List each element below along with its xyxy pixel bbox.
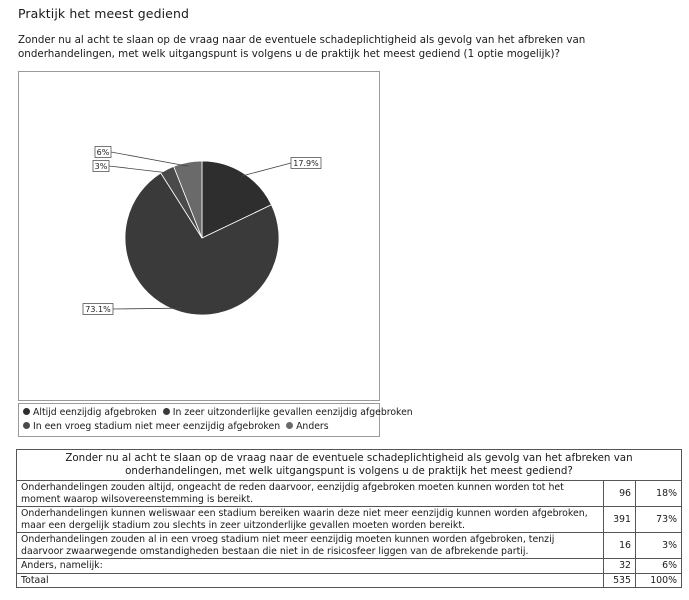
chart-panel xyxy=(18,71,380,401)
percent-cell: 6% xyxy=(636,559,682,574)
legend-swatch xyxy=(23,422,30,429)
legend-swatch xyxy=(163,408,170,415)
data-label: 3% xyxy=(94,162,108,171)
data-label: 6% xyxy=(96,148,110,157)
legend-label: Altijd eenzijdig afgebroken xyxy=(33,407,157,418)
slice-leader-line xyxy=(109,166,169,173)
results-table xyxy=(16,449,682,588)
legend-swatch xyxy=(286,422,293,429)
option-cell: Anders, namelijk: xyxy=(17,559,604,574)
option-cell: Onderhandelingen zouden altijd, ongeacht de reden daarvoor, eenzijdig afgebroken moeten kunnen worden tot het moment waarop wilsovereenstemming is bereikt. xyxy=(17,481,604,507)
option-cell: Totaal xyxy=(17,573,604,588)
legend-item xyxy=(23,406,157,420)
percent-cell: 73% xyxy=(636,507,682,533)
pie-chart xyxy=(19,72,381,402)
legend-label: Anders xyxy=(296,421,329,432)
option-cell: Onderhandelingen zouden al in een vroeg stadium niet meer eenzijdig moeten kunnen worden afgebroken, tenzij daarvoor zwaarwegende omstandigheden bestaan die niet in de risicosfeer liggen van de afbrekende partij. xyxy=(17,533,604,559)
chart-legend xyxy=(18,403,413,437)
count-cell: 535 xyxy=(604,573,636,588)
legend-item xyxy=(163,406,413,420)
data-label: 73.1% xyxy=(85,305,111,314)
legend-label: In zeer uitzonderlijke gevallen eenzijdig afgebroken xyxy=(172,407,413,418)
data-label: 17.9% xyxy=(293,159,319,168)
legend-swatch xyxy=(23,408,30,415)
table-total-row xyxy=(17,573,682,588)
percent-cell: 18% xyxy=(636,481,682,507)
table-header-row xyxy=(17,450,682,481)
table-row xyxy=(17,559,682,574)
legend-item xyxy=(286,420,329,434)
count-cell: 16 xyxy=(604,533,636,559)
slice-leader-line xyxy=(111,152,188,166)
count-cell: 96 xyxy=(604,481,636,507)
question-text: Zonder nu al acht te slaan op de vraag naar de eventuele schadeplichtigheid als gevolg van het afbreken van onderhandelingen, met welk uitgangspunt is volgens u de praktijk het meest gediend (1 optie mogelijk)? xyxy=(18,34,586,60)
percent-cell: 100% xyxy=(636,573,682,588)
count-cell: 32 xyxy=(604,559,636,574)
table-header: Zonder nu al acht te slaan op de vraag naar de eventuele schadeplichtigheid als gevolg van het afbreken van onderhandelingen, met welk uitgangspunt is volgens u de praktijk het meest gediend? xyxy=(17,450,682,481)
table-row xyxy=(17,507,682,533)
option-cell: Onderhandelingen kunnen weliswaar een stadium bereiken waarin deze niet meer eenzijdig kunnen worden afgebroken, maar een dergelijk stadium zou slechts in zeer uitzonderlijke gevallen moeten worden bereikt. xyxy=(17,507,604,533)
legend-label: In een vroeg stadium niet meer eenzijdig afgebroken xyxy=(33,421,281,432)
table-row xyxy=(17,533,682,559)
count-cell: 391 xyxy=(604,507,636,533)
slice-leader-line xyxy=(241,163,291,176)
page-heading: Praktijk het meest gediend xyxy=(18,6,190,21)
legend-row xyxy=(23,420,375,434)
table-row xyxy=(17,481,682,507)
legend-item xyxy=(23,420,280,434)
legend-row xyxy=(23,406,413,420)
percent-cell: 3% xyxy=(636,533,682,559)
